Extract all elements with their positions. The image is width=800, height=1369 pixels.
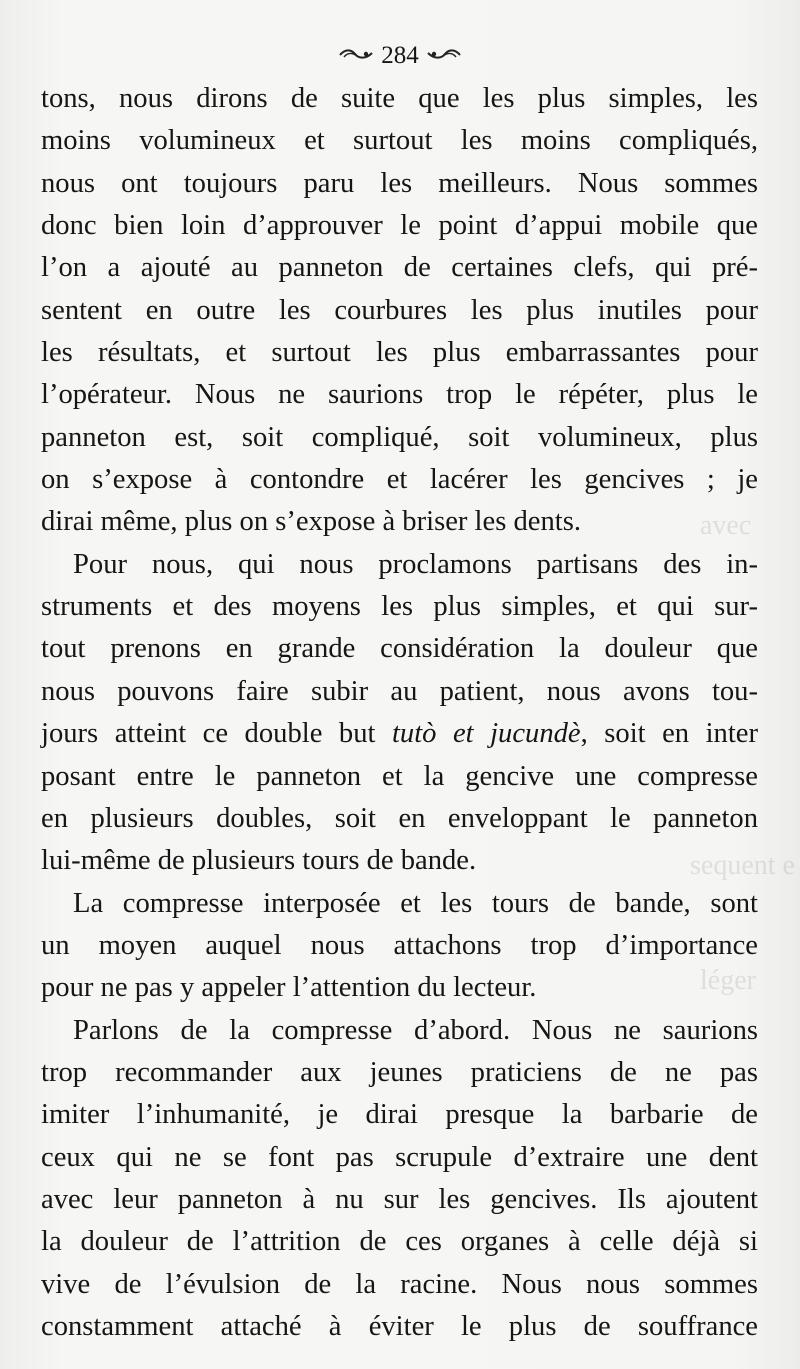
text-line: constamment attaché à éviter le plus de souffrance bbox=[41, 1310, 758, 1342]
body-text bbox=[41, 78, 758, 1348]
text-line: nous ont toujours paru les meilleurs. Nous sommes bbox=[41, 167, 758, 199]
text-line: posant entre le panneton et la gencive une compresse bbox=[41, 760, 758, 792]
text-fragment: jours atteint ce double but bbox=[41, 718, 376, 750]
text-line: la douleur de l’attrition de ces organes à celle déjà si bbox=[41, 1226, 758, 1258]
text-line: tons, nous dirons de suite que les plus simples, les bbox=[41, 83, 758, 114]
ornament-left-svg bbox=[339, 47, 373, 61]
text-line: tout prenons en grande considération la douleur que bbox=[41, 633, 758, 665]
text-line: struments et des moyens les plus simples, et qui sur- bbox=[41, 591, 758, 623]
text-line: en plusieurs doubles, soit en enveloppant le panneton bbox=[41, 802, 758, 834]
text-line: sentent en outre les courbures les plus inutiles pour bbox=[41, 294, 758, 326]
bleed-through: léger bbox=[700, 965, 756, 996]
bleed-through: avec bbox=[700, 510, 752, 541]
italic-phrase: tutò et jucundè bbox=[391, 718, 581, 750]
text-line: on s’expose à contondre et lacérer les gencives ; je bbox=[41, 464, 758, 496]
ornament-left-icon bbox=[339, 46, 373, 66]
text-line: Pour nous, qui nous proclamons partisans des in- bbox=[73, 548, 758, 580]
bleed-through: sequent e bbox=[690, 850, 795, 881]
text-line: vive de l’évulsion de la racine. Nous nous sommes bbox=[41, 1268, 758, 1300]
text-line: imiter l’inhumanité, je dirai presque la barbarie de bbox=[41, 1099, 758, 1131]
text-line: Parlons de la compresse d’abord. Nous ne saurions bbox=[73, 1014, 758, 1046]
text-line: panneton est, soit compliqué, soit volumineux, plus bbox=[41, 421, 758, 453]
text-line: moins volumineux et surtout les moins compliqués, bbox=[41, 125, 758, 157]
text-line: dirai même, plus on s’expose à briser les dents. bbox=[41, 506, 581, 538]
page-header bbox=[0, 40, 800, 72]
ornament-right-icon bbox=[427, 46, 461, 66]
text-line: pour ne pas y appeler l’attention du lecteur. bbox=[41, 972, 537, 1004]
text-line: l’on a ajouté au panneton de certaines clefs, qui pré- bbox=[41, 252, 758, 284]
text-line: lui-même de plusieurs tours de bande. bbox=[41, 845, 477, 877]
text-line-mixed bbox=[41, 713, 758, 755]
ornament-right-svg bbox=[427, 47, 461, 61]
text-line: donc bien loin d’approuver le point d’appui mobile que bbox=[41, 210, 758, 242]
text-fragment: , soit en inter bbox=[580, 718, 758, 750]
page-number: 284 bbox=[381, 42, 419, 69]
text-line: ceux qui ne se font pas scrupule d’extraire une dent bbox=[41, 1141, 758, 1173]
text-line: trop recommander aux jeunes praticiens de ne pas bbox=[41, 1056, 758, 1088]
text-line: l’opérateur. Nous ne saurions trop le répéter, plus le bbox=[41, 379, 758, 411]
text-line: un moyen auquel nous attachons trop d’importance bbox=[41, 929, 758, 961]
text-line: nous pouvons faire subir au patient, nous avons tou- bbox=[41, 675, 758, 707]
text-line: les résultats, et surtout les plus embarrassantes pour bbox=[41, 337, 758, 369]
text-line: avec leur panneton à nu sur les gencives. Ils ajoutent bbox=[41, 1183, 758, 1215]
text-line: La compresse interposée et les tours de bande, sont bbox=[73, 887, 758, 919]
